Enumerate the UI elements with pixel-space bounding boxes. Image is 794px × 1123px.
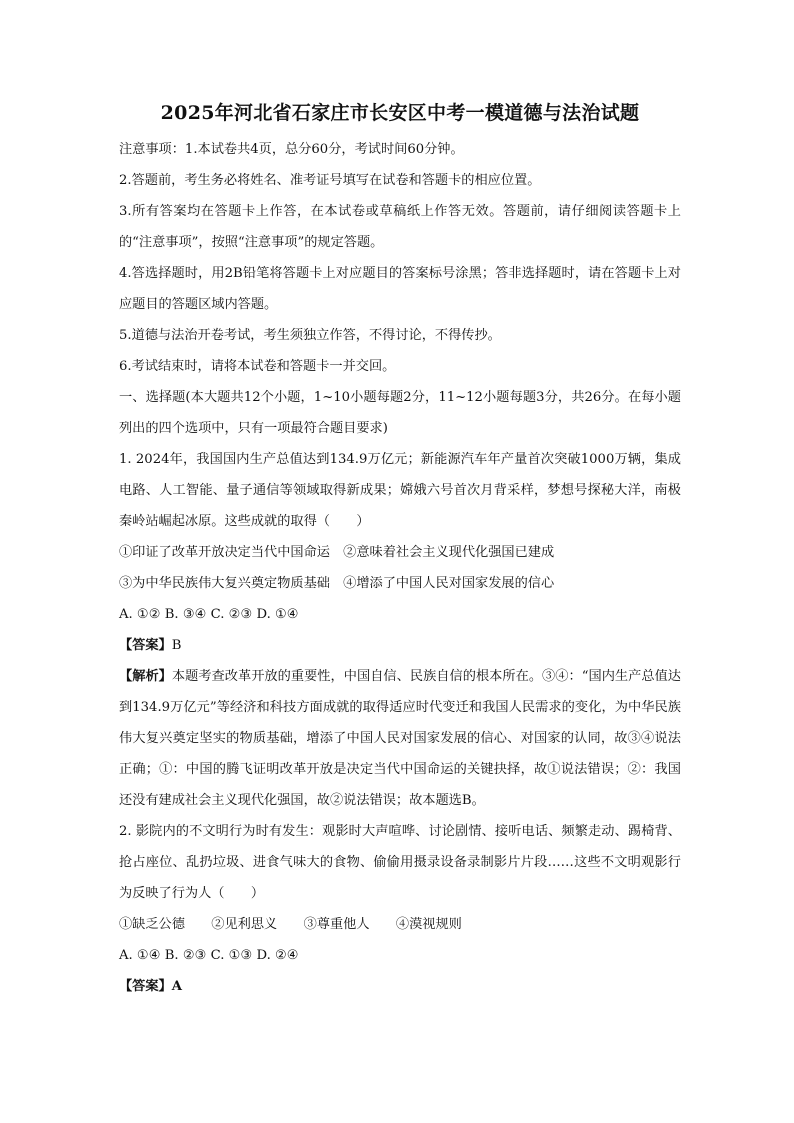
answer-value: B [171, 638, 182, 653]
notice-3: 3.所有答案均在答题卡上作答，在本试卷或草稿纸上作答无效。答题前，请仔细阅读答题卡上的“注意事项”，按照“注意事项”的规定答题。 [119, 204, 681, 250]
analysis-label: 【解析】 [119, 669, 172, 684]
question-1-options-a: ①印证了改革开放决定当代中国命运 ②意味着社会主义现代化强国已建成 [119, 545, 555, 560]
question-1-analysis [119, 661, 681, 816]
exam-title: 2025年河北省石家庄市长安区中考一模道德与法治试题 [160, 102, 640, 124]
notice-5: 5.道德与法治开卷考试，考生须独立作答，不得讨论，不得传抄。 [119, 328, 501, 343]
question-1-stem: 1. 2024年，我国国内生产总值达到134.9万亿元；新能源汽车年产量首次突破1000万辆，集成电路、人工智能、量子通信等领域取得新成果；嫦娥六号首次月背采样，梦想号探秘大洋，南极秦岭站崛起冰原。这些成就的取得（ ） [119, 452, 681, 529]
notice-1: 注意事项：1.本试卷共4页，总分60分，考试时间60分钟。 [119, 142, 464, 157]
question-2-stem: 2. 影院内的不文明行为时有发生：观影时大声喧哗、讨论剧情、接听电话、频繁走动、踢椅背、抢占座位、乱扔垃圾、进食气味大的食物、偷偷用摄录设备录制影片片段……这些不文明观影行为反映了行为人（ ） [119, 824, 681, 901]
answer-label: 【答案】 [119, 979, 172, 994]
answer-label: 【答案】 [119, 638, 172, 653]
question-1-choices: A. ①② B. ③④ C. ②③ D. ①④ [119, 607, 299, 622]
exam-page [119, 100, 681, 1002]
notice-6: 6.考试结束时，请将本试卷和答题卡一并交回。 [119, 359, 396, 374]
question-1-options-b: ③为中华民族伟大复兴奠定物质基础 ④增添了中国人民对国家发展的信心 [119, 576, 555, 591]
question-2-options: ①缺乏公德 ②见利思义 ③尊重他人 ④漠视规则 [119, 917, 462, 932]
analysis-text: 本题考查改革开放的重要性，中国自信、民族自信的根本所在。③④：“国内生产总值达到134.9万亿元”等经济和科技方面成就的取得适应时代变迁和我国人民需求的变化，为中华民族伟大复兴奠定坚实的物质基础，增添了中国人民对国家发展的信心、对国家的认同，故③④说法正确；①：中国的腾飞证明改革开放是决定当代中国命运的关键抉择，故①说法错误；②：我国还没有建成社会主义现代化强国，故②说法错误；故本题选B。 [119, 669, 681, 808]
section-heading: 一、选择题(本大题共12个小题，1~10小题每题2分，11~12小题每题3分，共26分。在每小题列出的四个选项中，只有一项最符合题目要求) [119, 390, 681, 436]
question-1-answer [119, 630, 681, 661]
question-2-choices: A. ①④ B. ②③ C. ①③ D. ②④ [119, 948, 299, 963]
notice-2: 2.答题前，考生务必将姓名、准考证号填写在试卷和答题卡的相应位置。 [119, 173, 541, 188]
question-2-answer [119, 971, 681, 1002]
answer-value: A [171, 979, 182, 994]
notice-4: 4.答选择题时，用2B铅笔将答题卡上对应题目的答案标号涂黑；答非选择题时，请在答题卡上对应题目的答题区域内答题。 [119, 266, 681, 312]
